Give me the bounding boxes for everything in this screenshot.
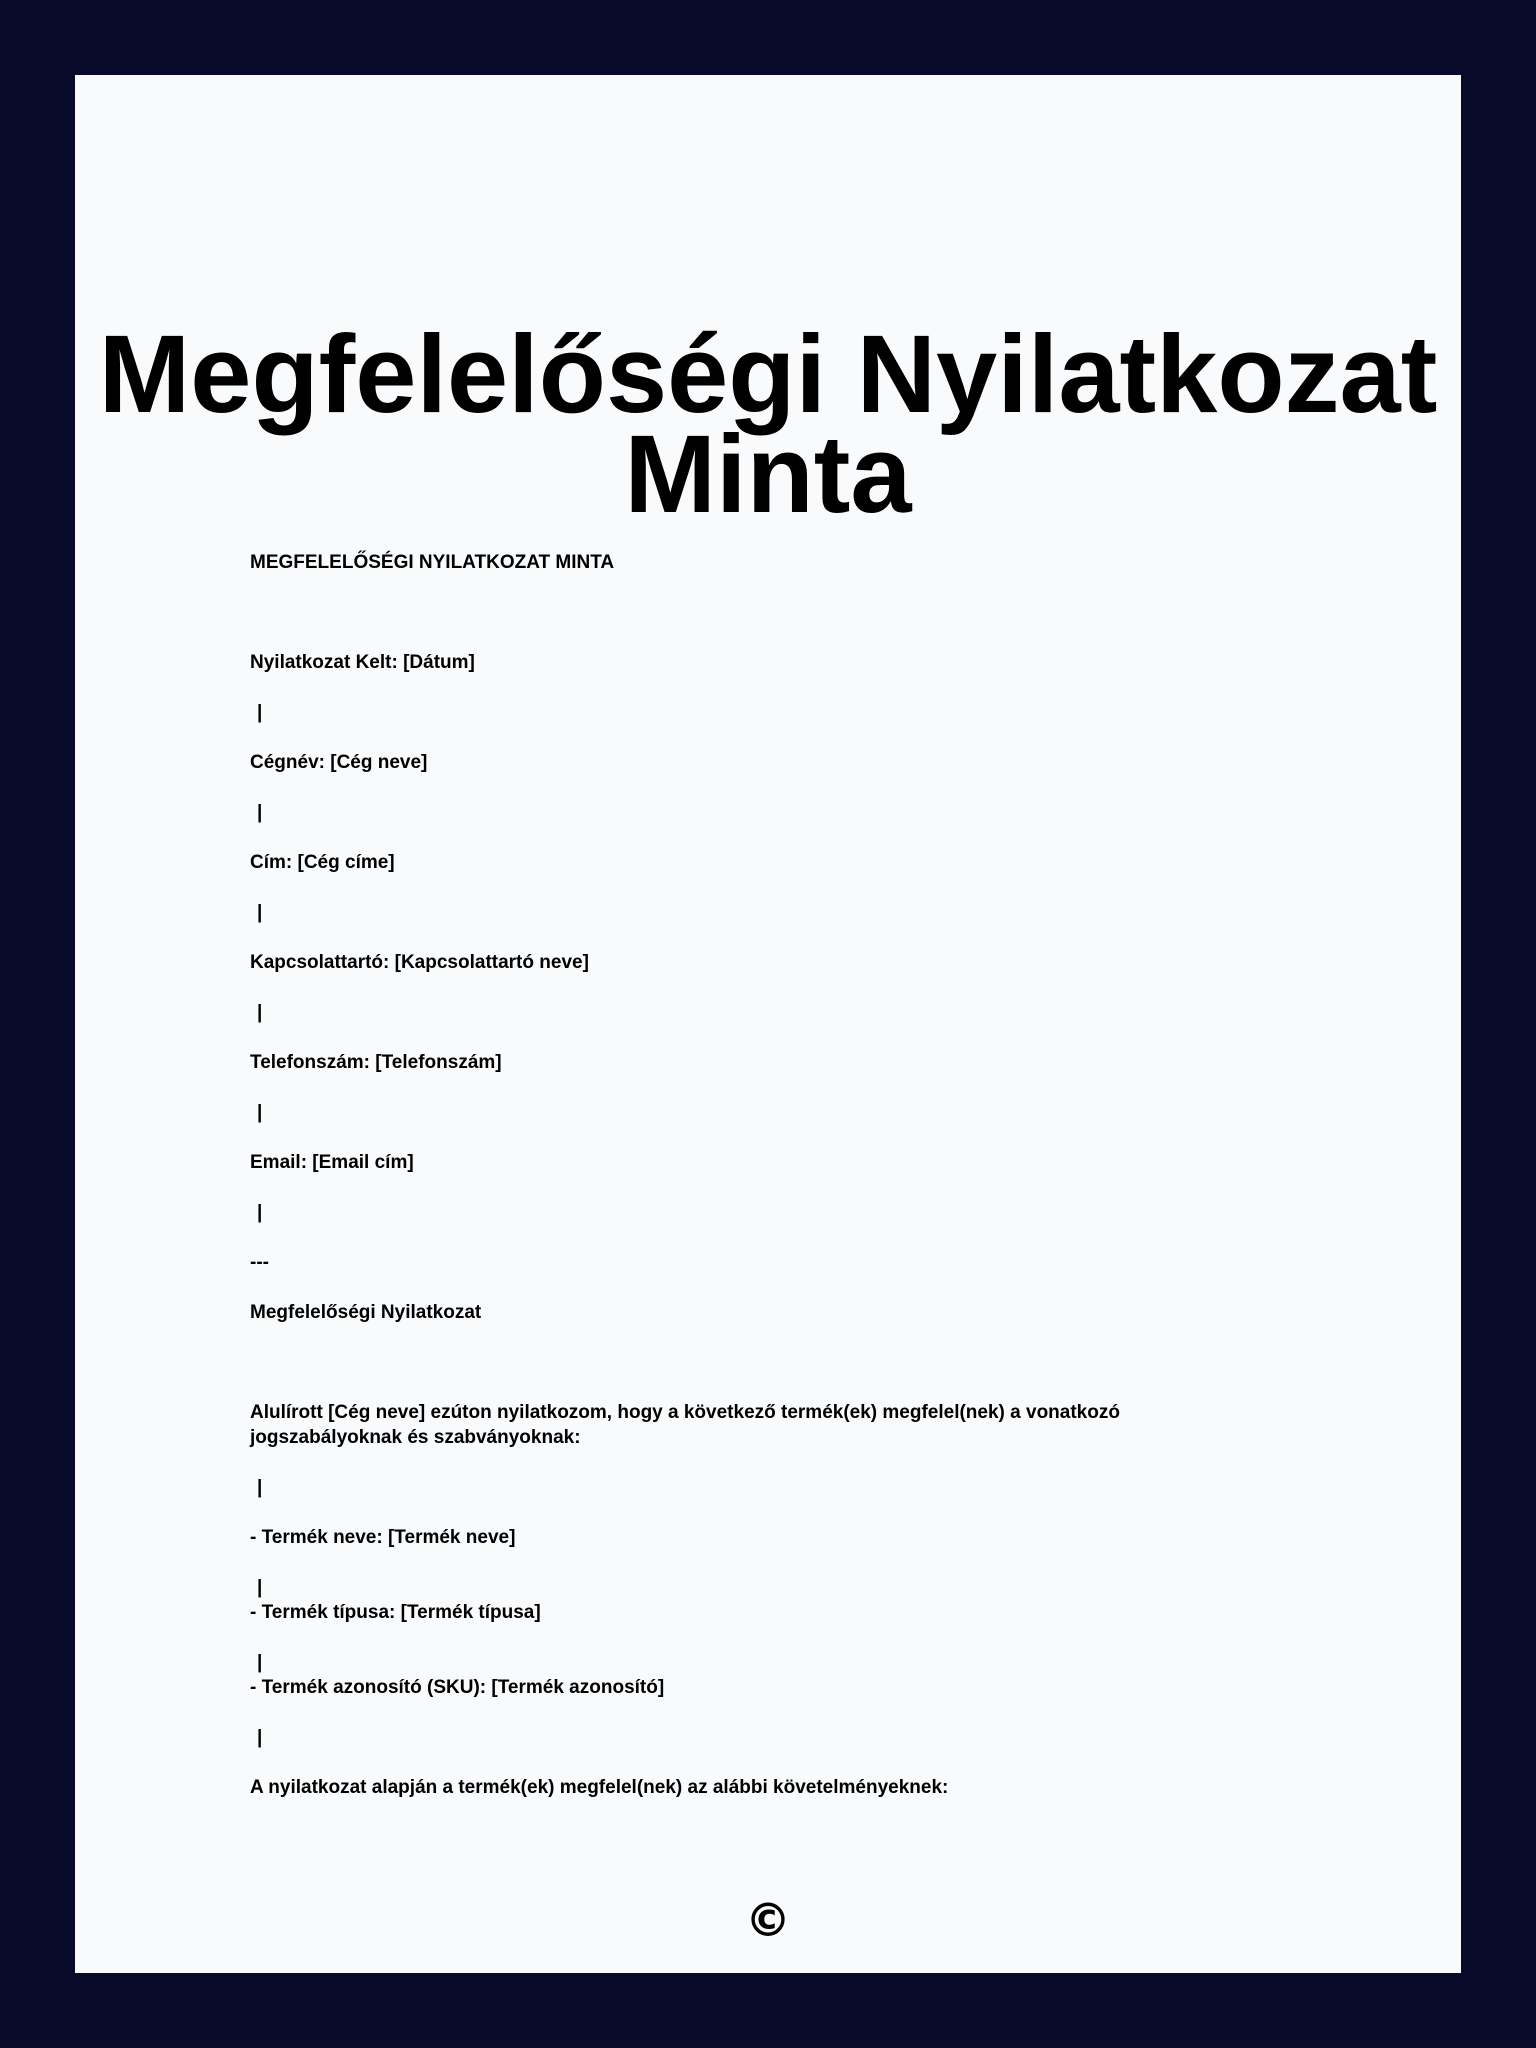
separator-bar: | xyxy=(257,1202,263,1223)
horizontal-rule-text: --- xyxy=(250,1252,269,1273)
field-company: Cégnév: [Cég neve] xyxy=(250,752,428,773)
separator-bar: | xyxy=(257,802,263,823)
separator-bar: | xyxy=(257,702,263,723)
copyright-icon: © xyxy=(745,1893,791,1947)
product-name: - Termék neve: [Termék neve] xyxy=(250,1527,516,1548)
field-address: Cím: [Cég címe] xyxy=(250,852,395,873)
separator-bar: | xyxy=(257,1727,263,1748)
separator-bar: | xyxy=(257,1102,263,1123)
section-title: Megfelelőségi Nyilatkozat xyxy=(250,1302,482,1323)
separator-bar: | xyxy=(257,1477,263,1498)
field-email: Email: [Email cím] xyxy=(250,1152,414,1173)
separator-bar: | xyxy=(257,1577,263,1598)
separator-bar: | xyxy=(257,1002,263,1023)
product-sku: - Termék azonosító (SKU): [Termék azonosító] xyxy=(250,1677,665,1698)
field-phone: Telefonszám: [Telefonszám] xyxy=(250,1052,502,1073)
document-heading: MEGFELELŐSÉGI NYILATKOZAT MINTA xyxy=(250,552,615,573)
document-page xyxy=(75,75,1461,1973)
document-title: Megfelelőségi Nyilatkozat Minta xyxy=(98,313,1438,536)
field-date: Nyilatkozat Kelt: [Dátum] xyxy=(250,652,475,673)
requirements-intro: A nyilatkozat alapján a termék(ek) megfelel(nek) az alábbi követelményeknek: xyxy=(250,1777,949,1798)
product-type: - Termék típusa: [Termék típusa] xyxy=(250,1602,541,1623)
separator-bar: | xyxy=(257,1652,263,1673)
statement-paragraph: Alulírott [Cég neve] ezúton nyilatkozom, hogy a következő termék(ek) megfelel(nek) a vonatkozó jogszabályoknak és szabványoknak: xyxy=(250,1402,1120,1448)
field-contact: Kapcsolattartó: [Kapcsolattartó neve] xyxy=(250,952,589,973)
separator-bar: | xyxy=(257,902,263,923)
